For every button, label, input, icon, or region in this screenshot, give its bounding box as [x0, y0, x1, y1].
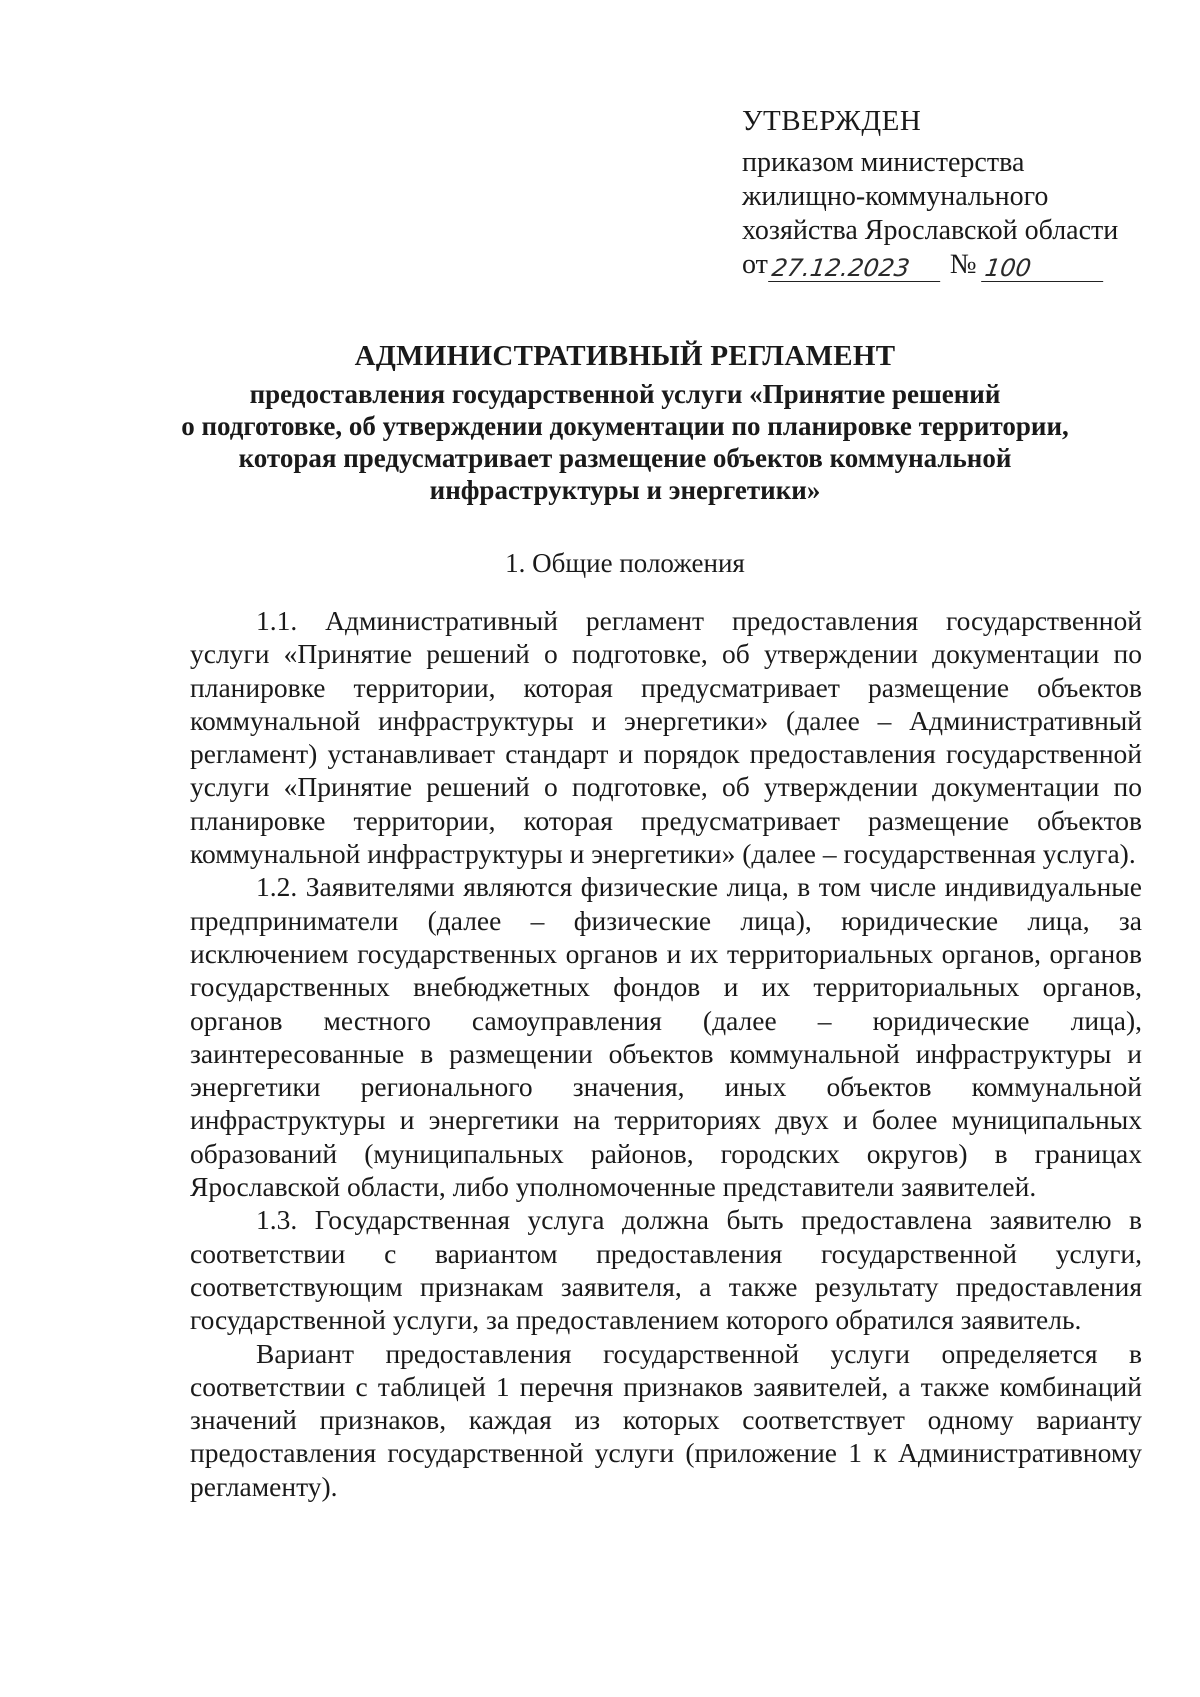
title-line-4: инфраструктуры и энергетики»: [429, 475, 821, 505]
document-title: [150, 340, 1100, 506]
approval-heading: УТВЕРЖДЕН: [742, 105, 922, 137]
approval-line-3: хозяйства Ярославской области: [742, 215, 1119, 246]
paragraph-1-1: 1.1. Административный регламент предоставления государственной услуги «Принятие решений о подготовке, об утверждении документации по планировке территории, которая предусматривает размещение объектов коммунальной инфраструктуры и энергетики» (далее – Административный регламент) устанавливает стандарт и порядок предоставления государственной услуги «Принятие решений о подготовке, об утверждении документации по планировке территории, которая предусматривает размещение объектов коммунальной инфраструктуры и энергетики» (далее – государственная услуга).: [190, 605, 1142, 870]
title-line-2: о подготовке, об утверждении документации по планировке территории,: [181, 411, 1069, 441]
approval-block: [742, 104, 1162, 282]
approval-date-line: [742, 248, 1162, 282]
from-label: от: [742, 249, 768, 280]
section-heading: 1. Общие положения: [505, 548, 745, 578]
approval-line-1: приказом министерства: [742, 147, 1025, 178]
approval-line-2: жилищно-коммунального: [742, 181, 1049, 212]
handwritten-date: 27.12.2023: [768, 255, 944, 282]
document-body: [190, 604, 1142, 1503]
title-line-1: предоставления государственной услуги «Принятие решений: [249, 379, 1001, 409]
number-label: №: [949, 249, 977, 280]
title-main: АДМИНИСТРАТИВНЫЙ РЕГЛАМЕНТ: [354, 340, 896, 372]
paragraph-1-3: 1.3. Государственная услуга должна быть предоставлена заявителю в соответствии с вариантом предоставления государственной услуги, соответствующим признакам заявителя, а также результату предоставления государственной услуги, за предоставлением которого обратился заявитель.: [190, 1204, 1142, 1336]
paragraph-variant: Вариант предоставления государственной услуги определяется в соответствии с таблицей 1 перечня признаков заявителей, а также комбинаций значений признаков, каждая из которых соответствует одному варианту предоставления государственной услуги (приложение 1 к Административному регламенту).: [190, 1337, 1142, 1502]
paragraph-1-2: 1.2. Заявителями являются физические лица, в том числе индивидуальные предприниматели (далее – физические лица), юридические лица, за исключением государственных органов и их территориальных органов, органов государственных внебюджетных фондов и их территориальных органов, органов местного самоуправления (далее – юридические лица), заинтересованные в размещении объектов коммунальной инфраструктуры и энергетики регионального значения, иных объектов коммунальной инфраструктуры и энергетики на территориях двух и более муниципальных образований (муниципальных районов, городских округов) в границах Ярославской области, либо уполномоченные представители заявителей.: [190, 871, 1142, 1203]
handwritten-number: 100: [981, 255, 1107, 282]
title-line-3: которая предусматривает размещение объектов коммунальной: [238, 443, 1012, 473]
